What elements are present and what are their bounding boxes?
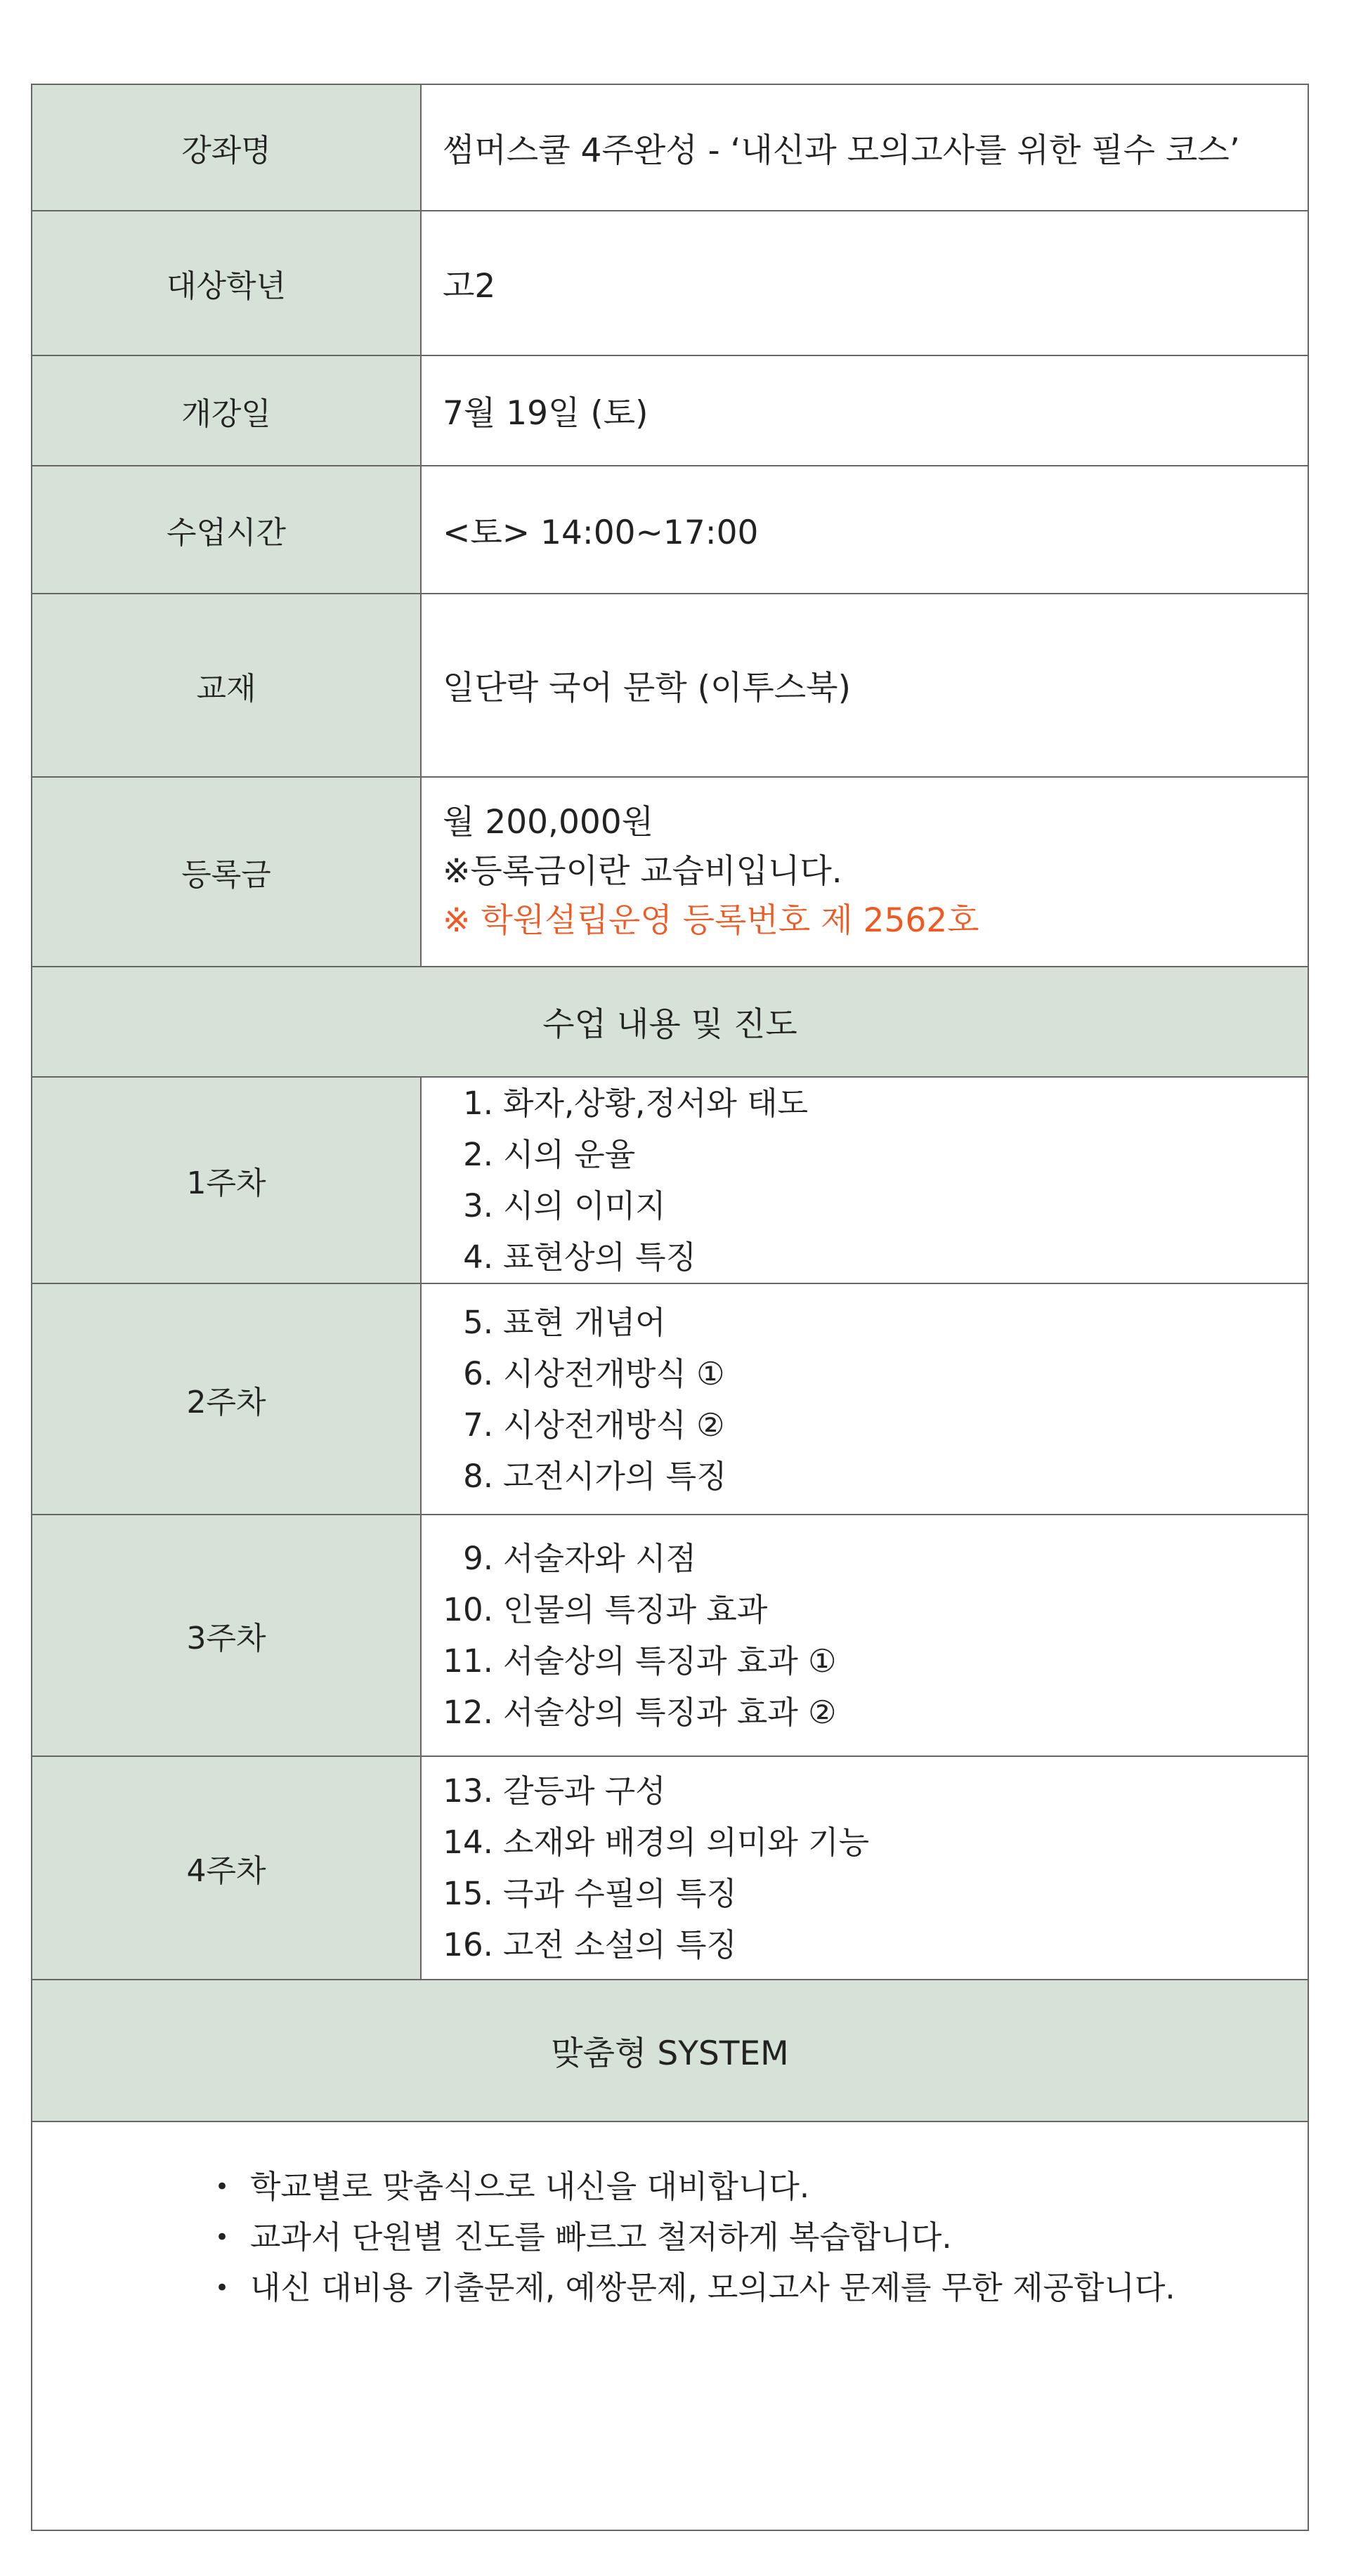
week-1-label: 1주차 xyxy=(32,1078,422,1283)
fee-row xyxy=(32,778,1308,967)
bullet-icon: • xyxy=(215,2223,230,2251)
class-time-value: <토> 14:00~17:00 xyxy=(443,513,759,552)
list-item: 13. 갈등과 구성 xyxy=(443,1772,666,1810)
class-time-label: 수업시간 xyxy=(32,466,422,593)
list-item: 11. 서술상의 특징과 효과 ① xyxy=(443,1642,837,1680)
start-date-label: 개강일 xyxy=(32,356,422,465)
list-item: 12. 서술상의 특징과 효과 ② xyxy=(443,1694,837,1731)
list-item: 5. 표현 개념어 xyxy=(463,1303,666,1341)
list-item: 8. 고전시가의 특징 xyxy=(463,1457,727,1495)
schedule-header-row xyxy=(32,967,1308,1078)
list-item: 1. 화자,상황,정서와 태도 xyxy=(463,1085,809,1122)
grade-row xyxy=(32,211,1308,356)
grade-value: 고2 xyxy=(443,266,496,306)
list-item: 3. 시의 이미지 xyxy=(463,1187,666,1224)
list-item: 10. 인물의 특징과 효과 xyxy=(443,1591,768,1628)
textbook-label: 교재 xyxy=(32,594,422,776)
system-bullet-list xyxy=(215,2162,1175,2313)
course-name-row xyxy=(32,85,1308,211)
system-header-row xyxy=(32,1980,1308,2122)
schedule-heading: 수업 내용 및 진도 xyxy=(32,967,1308,1076)
week-3-row xyxy=(32,1515,1308,1757)
course-name-value: 썸머스쿨 4주완성 - ‘내신과 모의고사를 위한 필수 코스’ xyxy=(443,131,1240,170)
week-2-row xyxy=(32,1284,1308,1515)
class-time-row xyxy=(32,466,1308,594)
week-4-label: 4주차 xyxy=(32,1757,422,1979)
week-3-label: 3주차 xyxy=(32,1515,422,1756)
grade-label: 대상학년 xyxy=(32,211,422,355)
start-date-value: 7월 19일 (토) xyxy=(443,394,649,433)
bullet-icon: • xyxy=(215,2173,230,2201)
list-item: 7. 시상전개방식 ② xyxy=(463,1406,725,1444)
list-item: 4. 표현상의 특징 xyxy=(463,1238,697,1276)
list-item: 9. 서술자와 시점 xyxy=(463,1540,697,1577)
fee-amount: 월 200,000원 xyxy=(443,803,654,842)
bullet-icon: • xyxy=(215,2274,230,2302)
textbook-value: 일단락 국어 문학 (이투스북) xyxy=(443,669,851,707)
list-item: 2. 시의 운율 xyxy=(463,1136,636,1173)
list-item: • 학교별로 맞춤식으로 내신을 대비합니다. xyxy=(215,2162,1175,2212)
system-body-row xyxy=(32,2122,1308,2530)
start-date-row xyxy=(32,356,1308,466)
course-info-table xyxy=(31,84,1309,2531)
textbook-row xyxy=(32,594,1308,778)
system-heading: 맞춤형 SYSTEM xyxy=(32,1980,1308,2121)
list-item: • 내신 대비용 기출문제, 예쌍문제, 모의고사 문제를 무한 제공합니다. xyxy=(215,2263,1175,2313)
list-item: • 교과서 단원별 진도를 빠르고 철저하게 복습합니다. xyxy=(215,2212,1175,2263)
list-item: 15. 극과 수필의 특징 xyxy=(443,1875,737,1912)
course-name-label: 강좌명 xyxy=(32,85,422,210)
fee-note: ※등록금이란 교습비입니다. xyxy=(443,852,842,891)
list-item: 14. 소재와 배경의 의미와 기능 xyxy=(443,1824,870,1861)
week-1-row xyxy=(32,1078,1308,1284)
registration-number-notice: ※ 학원설립운영 등록번호 제 2562호 xyxy=(443,901,979,940)
list-item: 6. 시상전개방식 ① xyxy=(463,1354,725,1392)
fee-label: 등록금 xyxy=(32,778,422,966)
list-item: 16. 고전 소설의 특징 xyxy=(443,1926,737,1963)
week-4-row xyxy=(32,1757,1308,1980)
week-2-label: 2주차 xyxy=(32,1284,422,1514)
